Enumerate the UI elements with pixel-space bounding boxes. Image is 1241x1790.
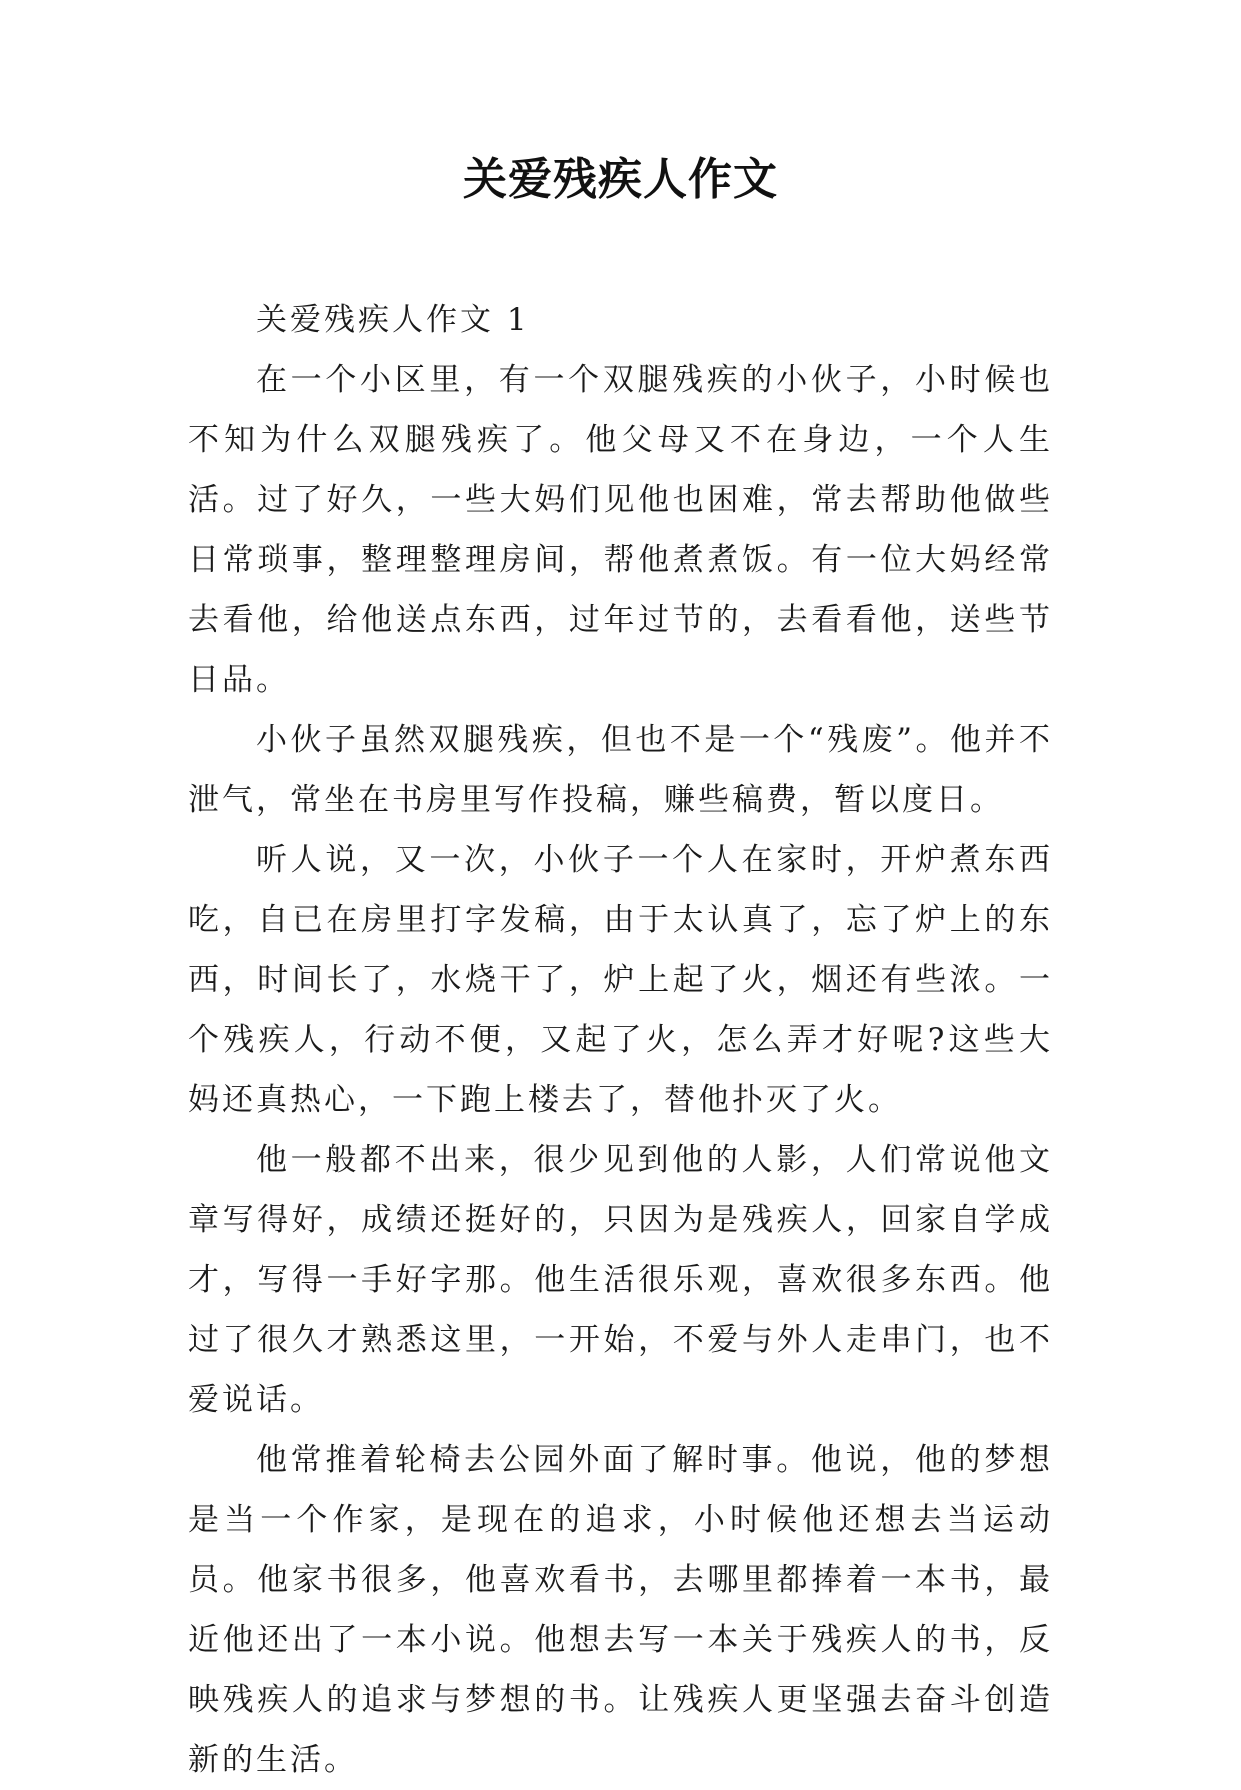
paragraph: 他常推着轮椅去公园外面了解时事。他说，他的梦想是当一个作家，是现在的追求，小时候他还想去当运动员。他家书很多，他喜欢看书，去哪里都捧着一本书，最近他还出了一本小说。他想去写一本关于残疾人的书，反映残疾人的追求与梦想的书。让残疾人更坚强去奋斗创造新的生活。: [188, 1442, 1053, 1778]
paragraph: 他一般都不出来，很少见到他的人影，人们常说他文章写得好，成绩还挺好的，只因为是残疾人，回家自学成才，写得一手好字那。他生活很乐观，喜欢很多东西。他过了很久才熟悉这里，一开始，不爱与外人走串门，也不爱说话。: [188, 1142, 1053, 1418]
paragraph: 小伙子虽然双腿残疾，但也不是一个“残废”。他并不泄气，常坐在书房里写作投稿，赚些稿费，暂以度日。: [188, 722, 1053, 818]
section-heading: 关爱残疾人作文 1: [256, 302, 530, 338]
paragraph: 听人说，又一次，小伙子一个人在家时，开炉煮东西吃，自已在房里打字发稿，由于太认真了，忘了炉上的东西，时间长了，水烧干了，炉上起了火，烟还有些浓。一个残疾人，行动不便，又起了火，怎么弄才好呢?这些大妈还真热心，一下跑上楼去了，替他扑灭了火。: [188, 842, 1053, 1118]
document-title: 关爱残疾人作文: [463, 154, 778, 205]
document-body: [188, 290, 1053, 1790]
paragraph: 在一个小区里，有一个双腿残疾的小伙子，小时候也不知为什么双腿残疾了。他父母又不在身边，一个人生活。过了好久，一些大妈们见他也困难，常去帮助他做些日常琐事，整理整理房间，帮他煮煮饭。有一位大妈经常去看他，给他送点东西，过年过节的，去看看他，送些节日品。: [188, 362, 1053, 698]
